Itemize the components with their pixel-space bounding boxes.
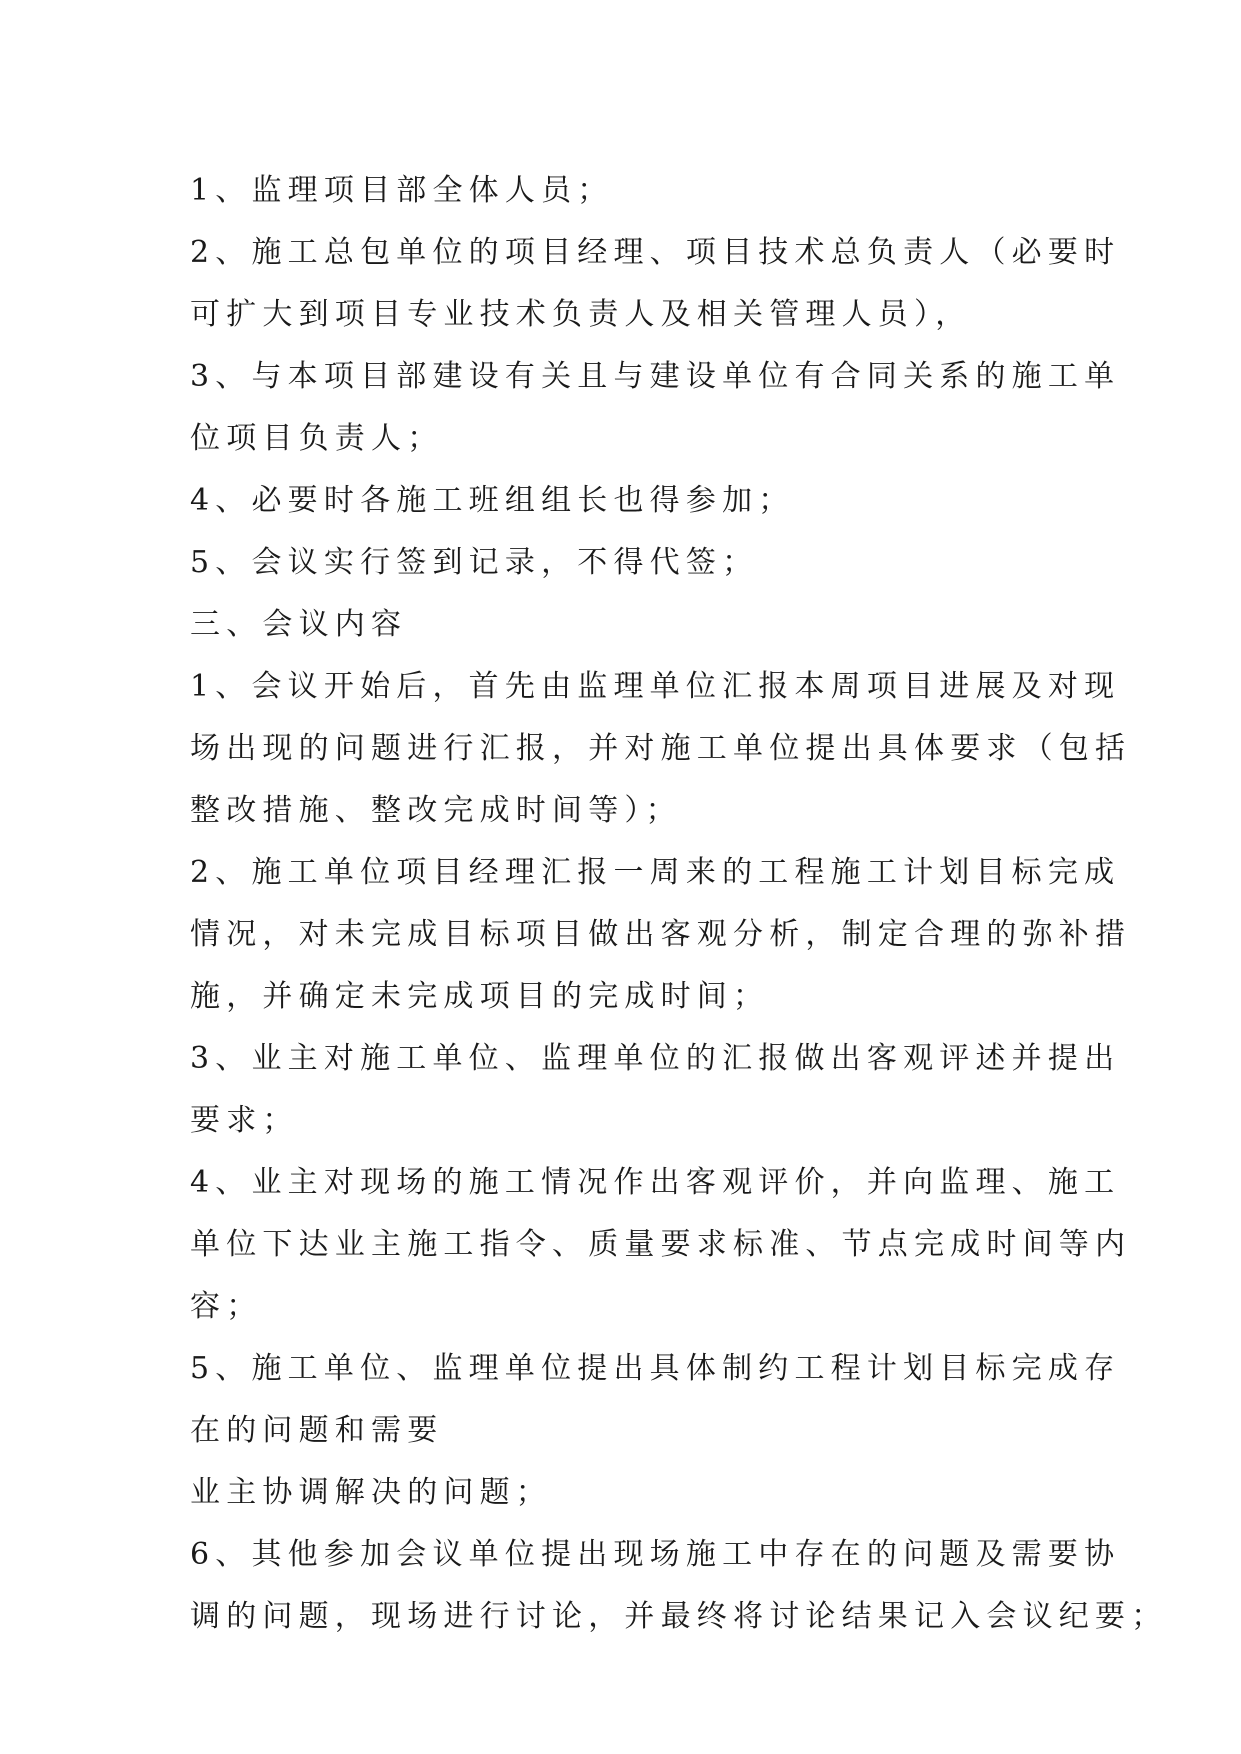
text-line: 4、业主对现场的施工情况作出客观评价，并向监理、施工 bbox=[190, 1165, 1121, 1200]
document-body bbox=[190, 160, 1168, 1648]
text-line: 1、监理项目部全体人员； bbox=[190, 173, 614, 208]
text-line: 可扩大到项目专业技术负责人及相关管理人员）， bbox=[190, 297, 972, 332]
text-line: 1、会议开始后，首先由监理单位汇报本周项目进展及对现 bbox=[190, 669, 1121, 704]
text-line: 单位下达业主施工指令、质量要求标准、节点完成时间等内 bbox=[190, 1227, 1132, 1262]
text-line: 3、业主对施工单位、监理单位的汇报做出客观评述并提出 bbox=[190, 1041, 1121, 1076]
text-line: 5、施工单位、监理单位提出具体制约工程计划目标完成存 bbox=[190, 1351, 1121, 1386]
text-line: 情况，对未完成目标项目做出客观分析，制定合理的弥补措 bbox=[190, 917, 1132, 952]
text-line: 在的问题和需要 bbox=[190, 1413, 444, 1448]
text-line: 3、与本项目部建设有关且与建设单位有合同关系的施工单 bbox=[190, 359, 1121, 394]
text-line: 2、施工单位项目经理汇报一周来的工程施工计划目标完成 bbox=[190, 855, 1121, 890]
text-line: 容； bbox=[190, 1289, 263, 1324]
text-line: 场出现的问题进行汇报，并对施工单位提出具体要求（包括 bbox=[190, 731, 1132, 766]
text-line: 调的问题，现场进行讨论，并最终将讨论结果记入会议纪要； bbox=[190, 1599, 1168, 1634]
text-line: 施，并确定未完成项目的完成时间； bbox=[190, 979, 770, 1014]
text-line: 要求； bbox=[190, 1103, 299, 1138]
text-line: 5、会议实行签到记录，不得代签； bbox=[190, 545, 759, 580]
text-line: 整改措施、整改完成时间等）； bbox=[190, 793, 682, 828]
text-line: 业主协调解决的问题； bbox=[190, 1475, 552, 1510]
text-line: 6、其他参加会议单位提出现场施工中存在的问题及需要协 bbox=[190, 1537, 1121, 1572]
text-line: 4、必要时各施工班组组长也得参加； bbox=[190, 483, 795, 518]
section-heading: 三、会议内容 bbox=[190, 607, 408, 642]
text-line: 位项目负责人； bbox=[190, 421, 444, 456]
text-line: 2、施工总包单位的项目经理、项目技术总负责人（必要时 bbox=[190, 235, 1121, 270]
